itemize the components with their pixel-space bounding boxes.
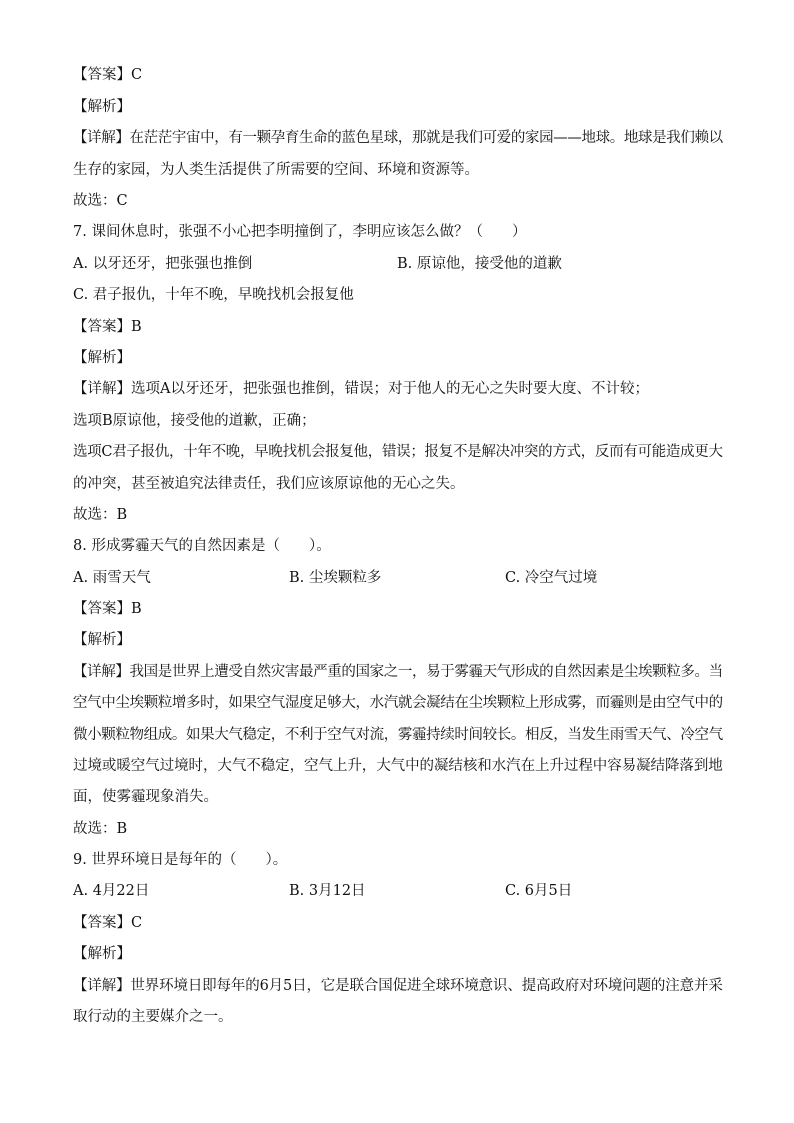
answer-7: 【答案】B: [73, 319, 142, 335]
question-8: 8. 形成雾霾天气的自然因素是（ ）。: [73, 538, 331, 554]
analysis-label-9: 【解析】: [73, 946, 131, 962]
detail-8-line2: 空气中尘埃颗粒增多时，如果空气湿度足够大，水汽就会凝结在尘埃颗粒上形成雾，而霾则是由空气中的: [73, 695, 723, 711]
detail-7-line3: 选项C君子报仇，十年不晚，早晚找机会报复他，错误；报复不是解决冲突的方式，反而有可能造成更大: [73, 444, 723, 460]
detail-6-line1: 【详解】在茫茫宇宙中，有一颗孕育生命的蓝色星球，那就是我们可爱的家园——地球。地球是我们赖以: [73, 130, 723, 146]
choice-6: 故选：C: [73, 193, 128, 209]
detail-8-line1: 【详解】我国是世界上遭受自然灾害最严重的国家之一，易于雾霾天气形成的自然因素是尘埃颗粒多。当: [73, 664, 723, 680]
detail-7-line1: 【详解】选项A以牙还牙，把张强也推倒，错误；对于他人的无心之失时要大度、不计较；: [73, 381, 649, 397]
question-7-option-c: C. 君子报仇，十年不晚，早晚找机会报复他: [73, 287, 354, 303]
question-9-option-c: C. 6月5日: [505, 883, 573, 899]
analysis-label-7: 【解析】: [73, 350, 131, 366]
answer-9: 【答案】C: [73, 915, 143, 931]
question-9-option-b: B. 3月12日: [289, 883, 366, 899]
question-8-option-a: A. 雨雪天气: [73, 570, 151, 586]
choice-8: 故选：B: [73, 821, 128, 837]
detail-8-line4: 过境或暖空气过境时，大气不稳定，空气上升，大气中的凝结核和水汽在上升过程中容易凝结降落到地: [73, 758, 723, 774]
detail-9-line1: 【详解】世界环境日即每年的6月5日，它是联合国促进全球环境意识、提高政府对环境问题的注意并采: [73, 978, 723, 994]
question-7-option-b: B. 原谅他，接受他的道歉: [397, 256, 562, 272]
detail-7-line4: 的冲突，甚至被追究法律责任，我们应该原谅他的无心之失。: [73, 476, 465, 492]
detail-8-line5: 面，使雾霾现象消失。: [73, 789, 218, 805]
question-7-option-a: A. 以牙还牙，把张强也推倒: [73, 256, 253, 272]
detail-9-line2: 取行动的主要媒介之一。: [73, 1009, 233, 1025]
analysis-label-8: 【解析】: [73, 632, 131, 648]
analysis-label-6: 【解析】: [73, 99, 131, 115]
choice-7: 故选：B: [73, 507, 128, 523]
question-8-option-c: C. 冷空气过境: [505, 570, 598, 586]
question-7: 7. 课间休息时，张强不小心把李明撞倒了，李明应该怎么做？（ ）: [73, 224, 527, 240]
answer-8: 【答案】B: [73, 601, 142, 617]
question-8-option-b: B. 尘埃颗粒多: [289, 570, 382, 586]
detail-8-line3: 微小颗粒物组成。如果大气稳定，不利于空气对流，雾霾持续时间较长。相反，当发生雨雪天气、冷空气: [73, 727, 723, 743]
answer-6: 【答案】C: [73, 67, 143, 83]
detail-7-line2: 选项B原谅他，接受他的道歉，正确；: [73, 413, 316, 429]
detail-6-line2: 生存的家园，为人类生活提供了所需要的空间、环境和资源等。: [73, 162, 479, 178]
question-9: 9. 世界环境日是每年的（ ）。: [73, 852, 288, 868]
question-9-option-a: A. 4月22日: [73, 883, 150, 899]
